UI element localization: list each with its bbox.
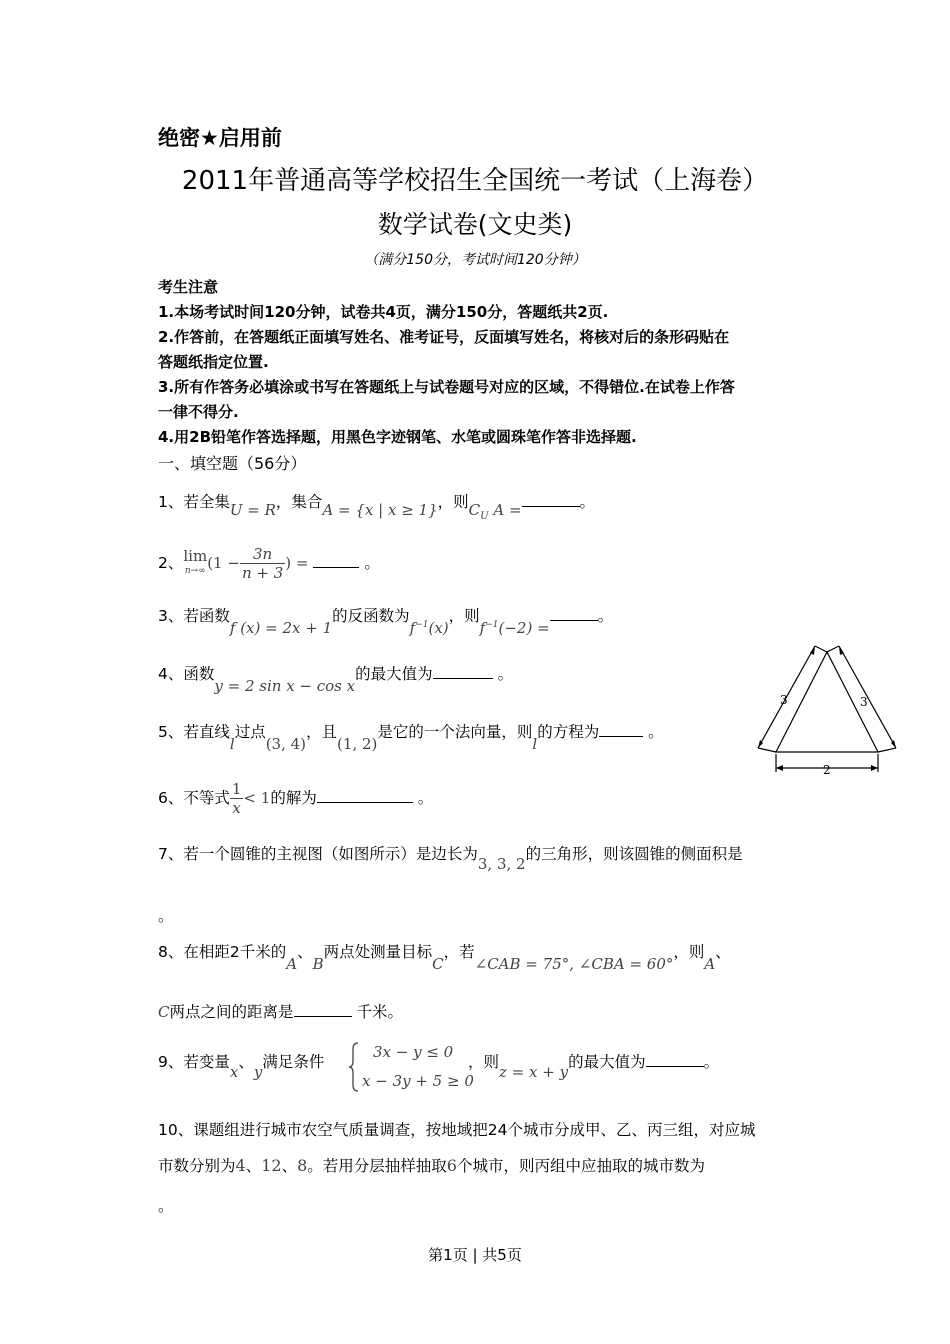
question-6: 6、不等式 $\frac{1}{x}$ < 1的解为 。 <box>158 780 434 817</box>
exam-title: 2011年普通高等学校招生全国统一考试（上海卷） <box>181 166 769 196</box>
answer-blank[interactable] <box>433 664 493 679</box>
math: f (x) = 2x + 1 <box>229 619 333 637</box>
question-1: 1、若全集U = R，集合A = {x | x ≥ 1}，则$C_U$ A = 。 <box>158 493 596 522</box>
math: 12 <box>261 1156 282 1175</box>
question-9: 9、若变量x、y满足条件 <box>158 1053 325 1081</box>
note-line: 一律不得分. <box>158 403 239 421</box>
section-title: 一、填空题（56分） <box>158 454 307 473</box>
math: (1 − <box>207 554 240 572</box>
math: 8 <box>297 1156 308 1175</box>
note-line: 答题纸指定位置. <box>158 353 269 371</box>
math: $C_U$ A = <box>468 501 522 522</box>
math: l <box>532 735 538 753</box>
math: U = R <box>229 501 276 519</box>
question-2: 2、lim n→∞ (1 − $\frac{3n}{n + 3}$ ) = 。 <box>158 545 380 582</box>
math: (1, 2) <box>337 735 378 753</box>
math: C <box>158 1003 170 1021</box>
math: x <box>229 1063 239 1081</box>
math: A = {x | x ≥ 1} <box>322 501 438 519</box>
score-note: （满分150分，考试时间120分钟） <box>364 252 586 268</box>
math: A <box>704 955 716 973</box>
question-9-tail: ，则z = x + y的最大值为 。 <box>468 1053 720 1081</box>
math: A <box>286 955 298 973</box>
page-footer: 第1页 | 共5页 <box>428 1246 522 1264</box>
math: 4 <box>235 1156 246 1175</box>
fraction: $\frac{3n}{n + 3}$ <box>241 545 284 582</box>
brace-icon <box>348 1041 360 1093</box>
math: < 1 <box>243 789 271 807</box>
math: (3, 4) <box>265 735 307 753</box>
math: l <box>229 735 235 753</box>
math: y <box>253 1063 263 1081</box>
question-7-end: 。 <box>158 907 174 925</box>
bottom-side-label: 2 <box>823 763 831 777</box>
question-7: 7、若一个圆锥的主视图（如图所示）是边长为3, 3, 2的三角形，则该圆锥的侧面积是 <box>158 845 743 873</box>
math: C <box>432 955 444 973</box>
note-line: 3.所有作答务必填涂或书写在答题纸上与试卷题号对应的区域，不得错位.在试卷上作答 <box>158 378 735 396</box>
math: lim n→∞ <box>183 547 208 576</box>
notes-heading: 考生注意 <box>158 278 219 296</box>
condition-2: x − 3y + 5 ≥ 0 <box>362 1072 474 1090</box>
answer-blank[interactable] <box>294 1002 352 1017</box>
note-line: 4.用2B铅笔作答选择题，用黑色字迹钢笔、水笔或圆珠笔作答非选择题. <box>158 428 637 446</box>
question-5: 5、若直线l过点(3, 4)，且(1, 2)是它的一个法向量，则l的方程为 。 <box>158 723 664 753</box>
math: $f^{-1}(x)$ <box>409 619 449 637</box>
question-10-cont: 市数分别为4、12、8。若用分层抽样抽取6个城市，则丙组中应抽取的城市数为 <box>158 1156 705 1175</box>
answer-blank[interactable] <box>313 553 359 568</box>
math: $f^{-1}(-2)$ = <box>479 619 550 637</box>
right-side-label: 3 <box>860 695 868 709</box>
answer-blank[interactable] <box>550 606 598 621</box>
note-line: 1.本场考试时间120分钟，试卷共4页，满分150分，答题纸共2页. <box>158 303 609 321</box>
math: ∠CAB = 75°, ∠CBA = 60° <box>474 955 674 973</box>
question-8: 8、在相距2千米的A、B两点处测量目标C，若∠CAB = 75°, ∠CBA = 60°，则A、 <box>158 943 731 973</box>
answer-blank[interactable] <box>646 1052 704 1067</box>
question-4: 4、函数y = 2 sin x − cos x的最大值为 。 <box>158 665 514 695</box>
confidential-mark: 绝密★启用前 <box>158 126 282 150</box>
exam-subtitle: 数学试卷(文史类) <box>377 210 573 239</box>
answer-blank[interactable] <box>522 492 580 507</box>
math: B <box>312 955 324 973</box>
math: 6 <box>446 1156 457 1175</box>
math: ) = <box>285 554 309 572</box>
left-side-label: 3 <box>780 693 788 707</box>
math: 3, 3, 2 <box>477 855 526 873</box>
question-8-cont: C两点之间的距离是 千米。 <box>158 1003 403 1021</box>
answer-blank[interactable] <box>317 788 413 803</box>
question-10-end: 。 <box>158 1197 174 1215</box>
answer-blank[interactable] <box>599 722 643 737</box>
fraction: $\frac{1}{x}$ <box>231 780 242 817</box>
condition-1: 3x − y ≤ 0 <box>373 1043 454 1061</box>
note-line: 2.作答前，在答题纸正面填写姓名、准考证号，反面填写姓名，将核对后的条形码贴在 <box>158 328 730 346</box>
math: z = x + y <box>499 1063 569 1081</box>
question-3: 3、若函数f (x) = 2x + 1的反函数为$f^{-1}(x)$，则$f^{-1}(-2)$ =。 <box>158 607 614 637</box>
triangle-figure <box>752 640 902 780</box>
math: y = 2 sin x − cos x <box>214 677 356 695</box>
question-10: 10、课题组进行城市农空气质量调查，按地域把24个城市分成甲、乙、丙三组，对应城 <box>158 1121 756 1139</box>
